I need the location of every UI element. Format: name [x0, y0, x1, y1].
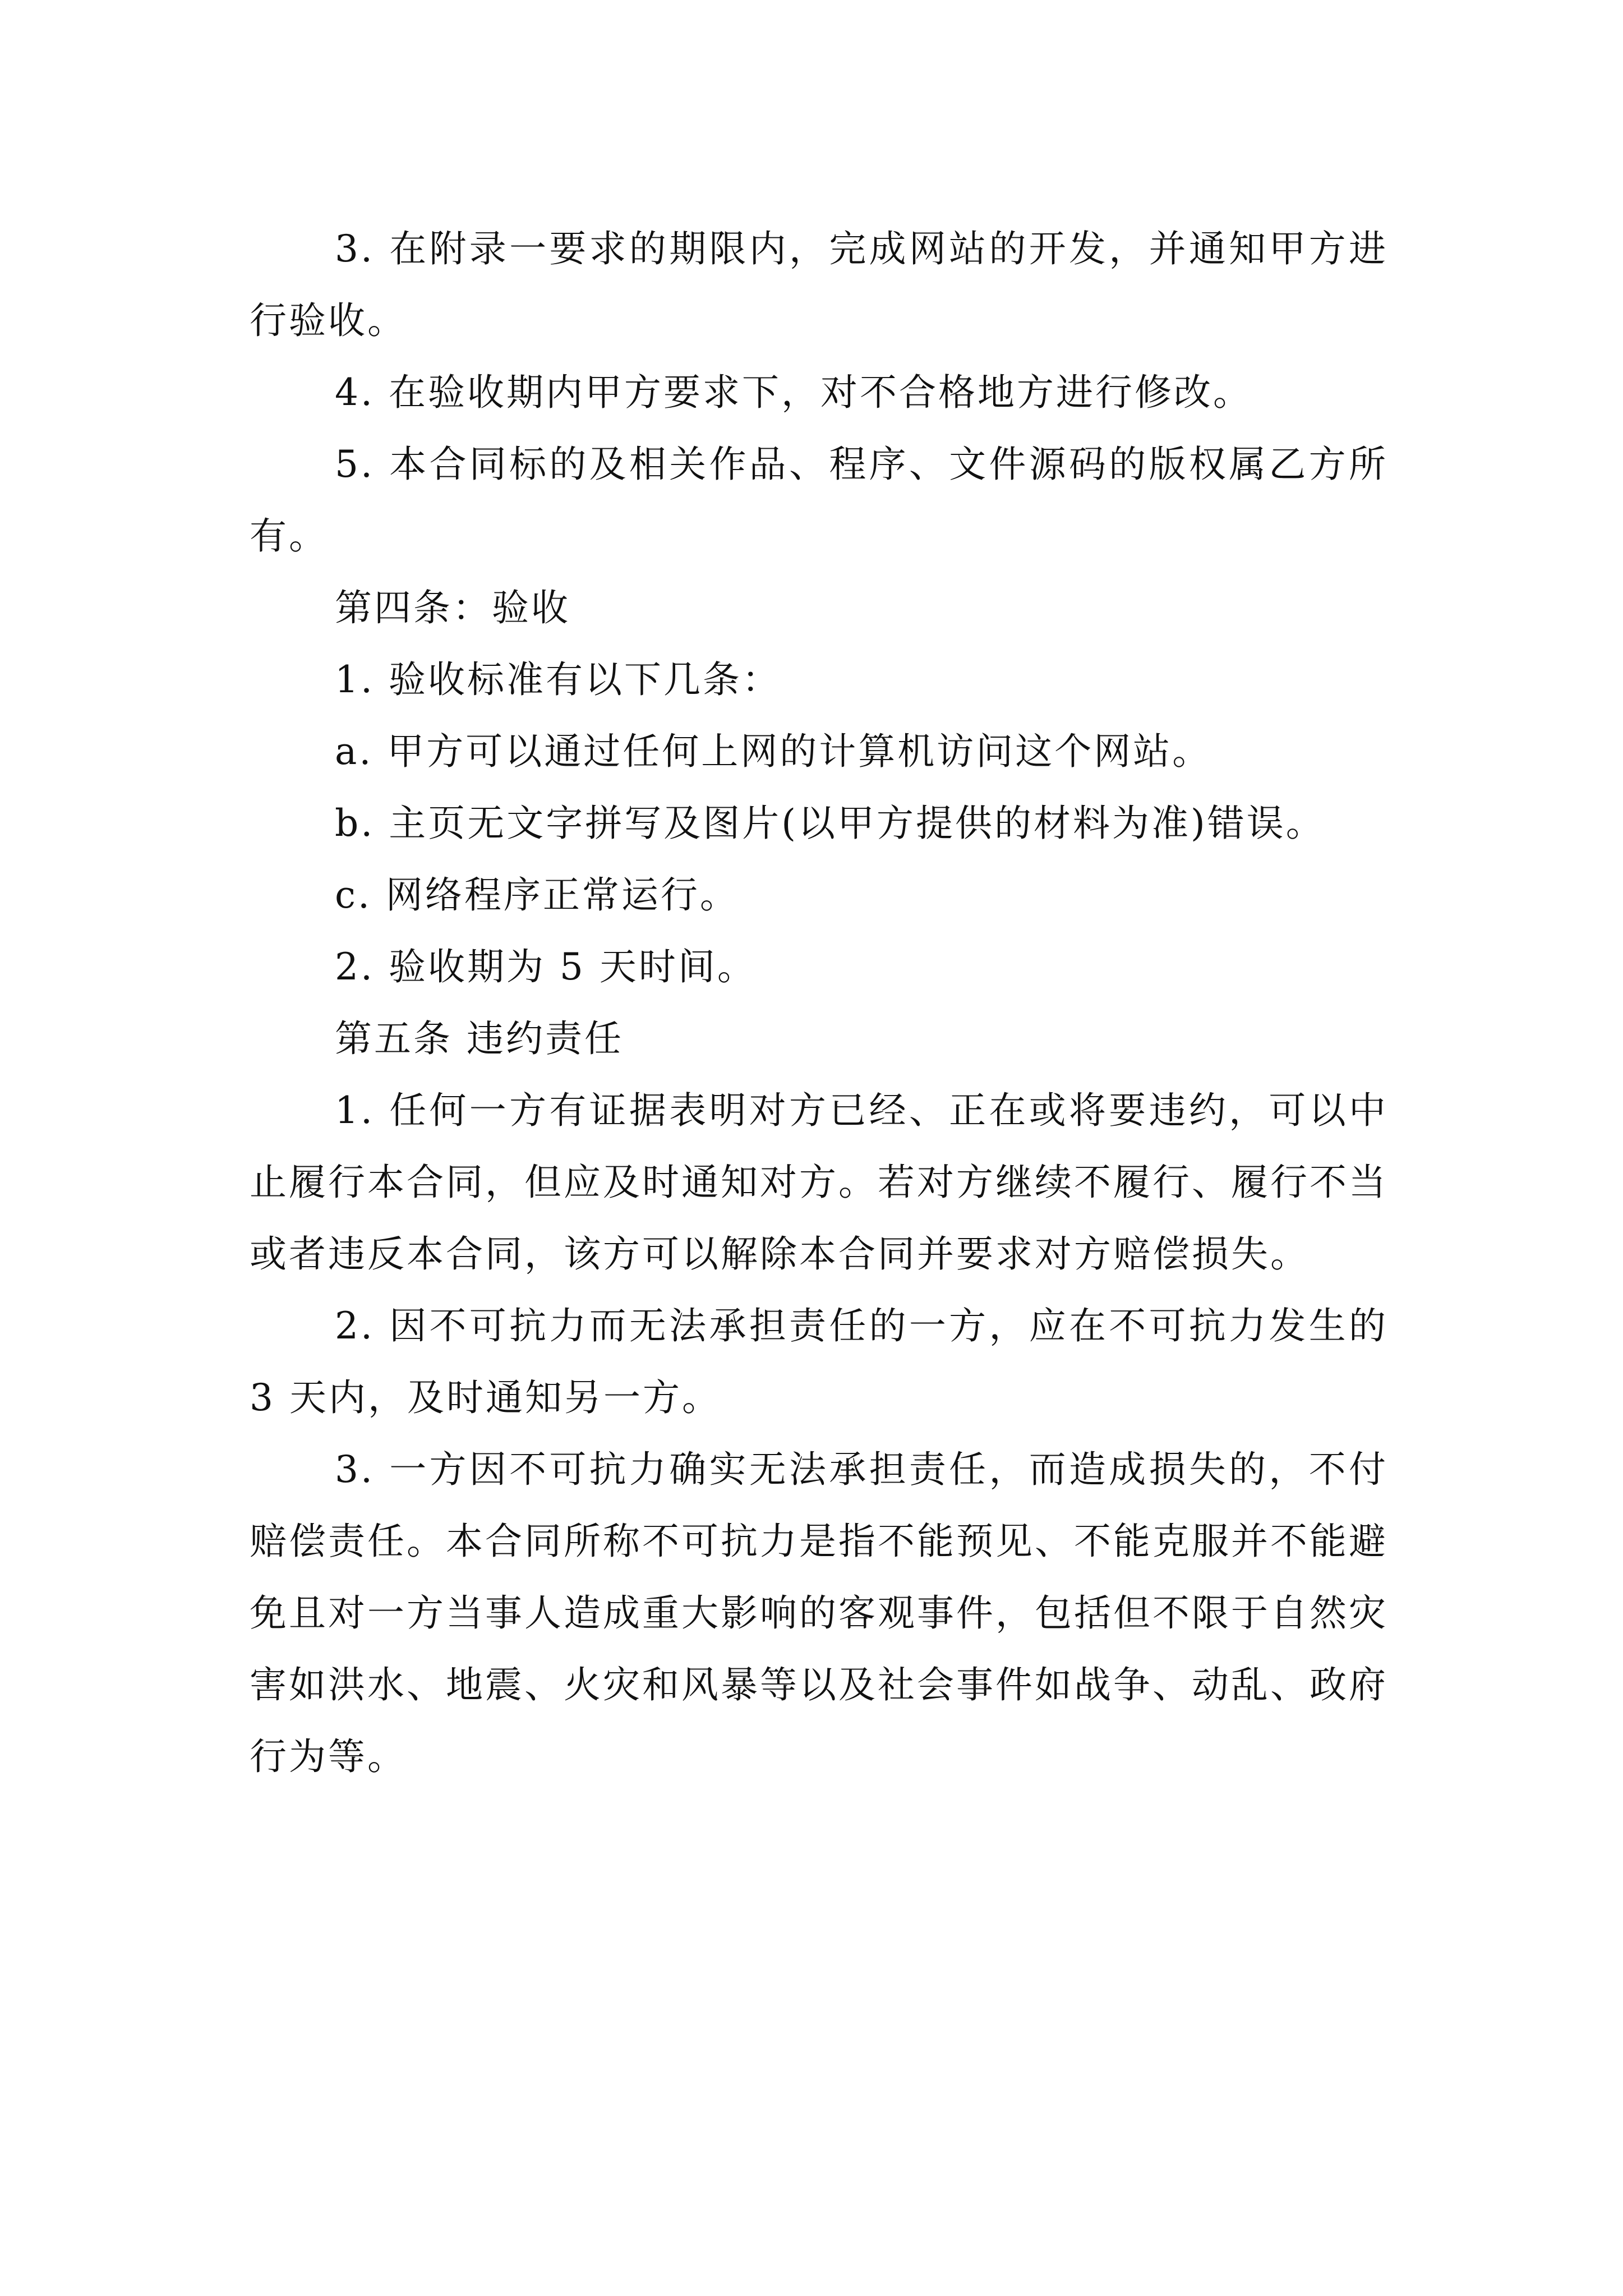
paragraph-clause-4-1-a: a. 甲方可以通过任何上网的计算机访问这个网站。	[335, 730, 1212, 773]
paragraph-clause-4-1-b: b. 主页无文字拼写及图片(以甲方提供的材料为准)错误。	[335, 802, 1325, 845]
paragraph-clause-5-2: 2. 因不可抗力而无法承担责任的一方，应在不可抗力发生的 3 天内，及时通知另一方。	[250, 1304, 1388, 1419]
document-body	[250, 213, 1388, 1793]
section-heading-article-4: 第四条：验收	[335, 586, 570, 629]
paragraph-clause-5-1: 1. 任何一方有证据表明对方已经、正在或将要违约，可以中止履行本合同，但应及时通知对方。若对方继续不履行、履行不当或者违反本合同，该方可以解除本合同并要求对方赔偿损失。	[250, 1089, 1388, 1276]
paragraph-clause-5-3: 3. 一方因不可抗力确实无法承担责任，而造成损失的，不付赔偿责任。本合同所称不可抗力是指不能预见、不能克服并不能避免且对一方当事人造成重大影响的客观事件，包括但不限于自然灾害如洪水、地震、火灾和风暴等以及社会事件如战争、动乱、政府行为等。	[250, 1448, 1388, 1778]
paragraph-clause-3-3: 3. 在附录一要求的期限内，完成网站的开发，并通知甲方进行验收。	[250, 227, 1388, 342]
paragraph-clause-4-1: 1. 验收标准有以下几条：	[335, 658, 781, 701]
paragraph-clause-3-5: 5. 本合同标的及相关作品、程序、文件源码的版权属乙方所有。	[250, 443, 1388, 558]
paragraph-clause-4-1-c: c. 网络程序正常运行。	[335, 873, 739, 917]
paragraph-clause-3-4: 4. 在验收期内甲方要求下，对不合格地方进行修改。	[335, 371, 1252, 414]
paragraph-clause-4-2: 2. 验收期为 5 天时间。	[335, 945, 757, 988]
section-heading-article-5: 第五条 违约责任	[335, 1017, 624, 1060]
